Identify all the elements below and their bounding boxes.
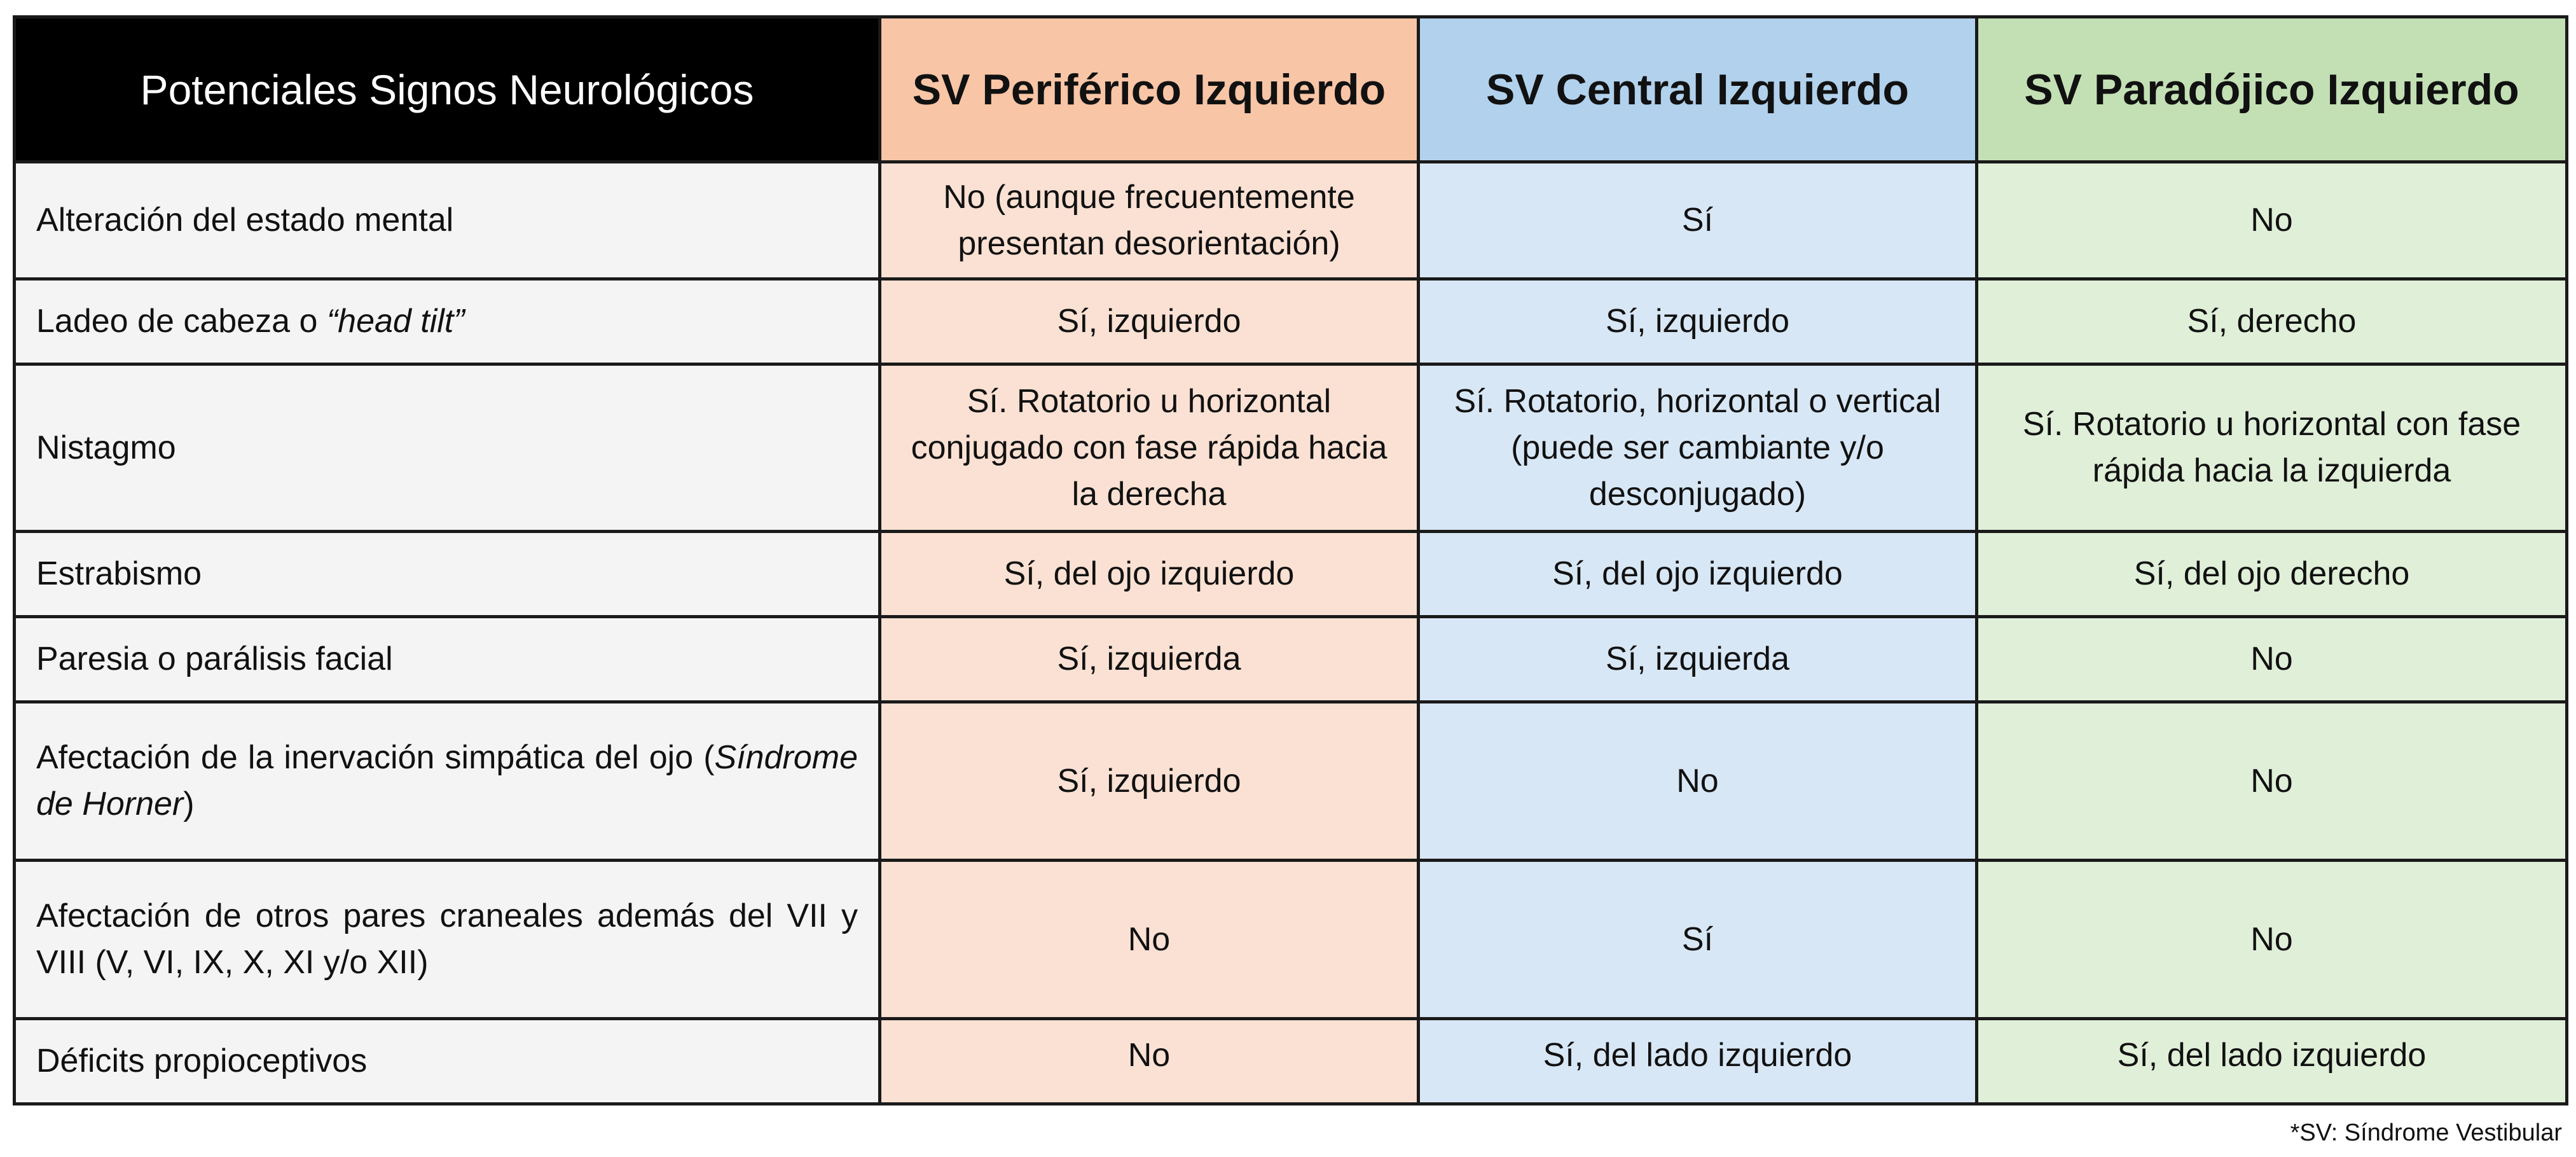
cell-peripheral: Sí, del ojo izquierdo (880, 532, 1419, 617)
row-label-text: Afectación de la inervación simpática del ojo ( (36, 739, 715, 776)
cell-peripheral: Sí, izquierdo (880, 279, 1419, 364)
cell-peripheral: No (aunque frecuentemente presentan desorientación) (880, 162, 1419, 279)
cell-central: Sí (1419, 861, 1977, 1019)
row-label (15, 279, 880, 364)
header-central: SV Central Izquierdo (1419, 17, 1977, 162)
row-label-italic: Síndrome de Horner (36, 739, 858, 822)
cell-paradoxical: Sí, del ojo derecho (1977, 532, 2567, 617)
cell-central: Sí (1419, 162, 1977, 279)
row-label: Déficits propioceptivos (15, 1019, 880, 1104)
cell-peripheral: No (880, 861, 1419, 1019)
header-signs: Potenciales Signos Neurológicos (15, 17, 880, 162)
cell-peripheral: Sí. Rotatorio u horizontal conjugado con fase rápida hacia la derecha (880, 364, 1419, 532)
cell-peripheral: Sí, izquierdo (880, 702, 1419, 861)
row-label: Estrabismo (15, 532, 880, 617)
footnote: *SV: Síndrome Vestibular (2290, 1119, 2562, 1146)
table-header-row (15, 17, 2567, 162)
row-label: Alteración del estado mental (15, 162, 880, 279)
table-row (15, 861, 2567, 1019)
row-label: Nistagmo (15, 364, 880, 532)
table-row (15, 162, 2567, 279)
cell-central: Sí, izquierdo (1419, 279, 1977, 364)
cell-central: Sí, izquierda (1419, 617, 1977, 702)
row-label-text: Ladeo de cabeza o (36, 303, 327, 340)
row-label: Paresia o parálisis facial (15, 617, 880, 702)
cell-paradoxical: No (1977, 162, 2567, 279)
table-row (15, 364, 2567, 532)
cell-paradoxical: Sí, derecho (1977, 279, 2567, 364)
table-row (15, 532, 2567, 617)
cell-peripheral: No (880, 1019, 1419, 1104)
row-label (15, 702, 880, 861)
cell-paradoxical: No (1977, 861, 2567, 1019)
table-row (15, 702, 2567, 861)
comparison-table-wrapper (13, 15, 2565, 1105)
table-row (15, 1019, 2567, 1104)
cell-central: Sí. Rotatorio, horizontal o vertical (puede ser cambiante y/o desconjugado) (1419, 364, 1977, 532)
vestibular-signs-table (13, 15, 2568, 1105)
row-label-suffix: ) (183, 786, 195, 822)
cell-paradoxical: No (1977, 702, 2567, 861)
table-row (15, 617, 2567, 702)
header-paradoxical: SV Paradójico Izquierdo (1977, 17, 2567, 162)
cell-paradoxical: No (1977, 617, 2567, 702)
cell-paradoxical: Sí, del lado izquierdo (1977, 1019, 2567, 1104)
cell-paradoxical: Sí. Rotatorio u horizontal con fase rápida hacia la izquierda (1977, 364, 2567, 532)
cell-central: Sí, del ojo izquierdo (1419, 532, 1977, 617)
cell-central: Sí, del lado izquierdo (1419, 1019, 1977, 1104)
cell-peripheral: Sí, izquierda (880, 617, 1419, 702)
header-peripheral: SV Periférico Izquierdo (880, 17, 1419, 162)
table-row (15, 279, 2567, 364)
row-label: Afectación de otros pares craneales además del VII y VIII (V, VI, IX, X, XI y/o XII) (15, 861, 880, 1019)
cell-central: No (1419, 702, 1977, 861)
row-label-italic: “head tilt” (326, 303, 465, 340)
